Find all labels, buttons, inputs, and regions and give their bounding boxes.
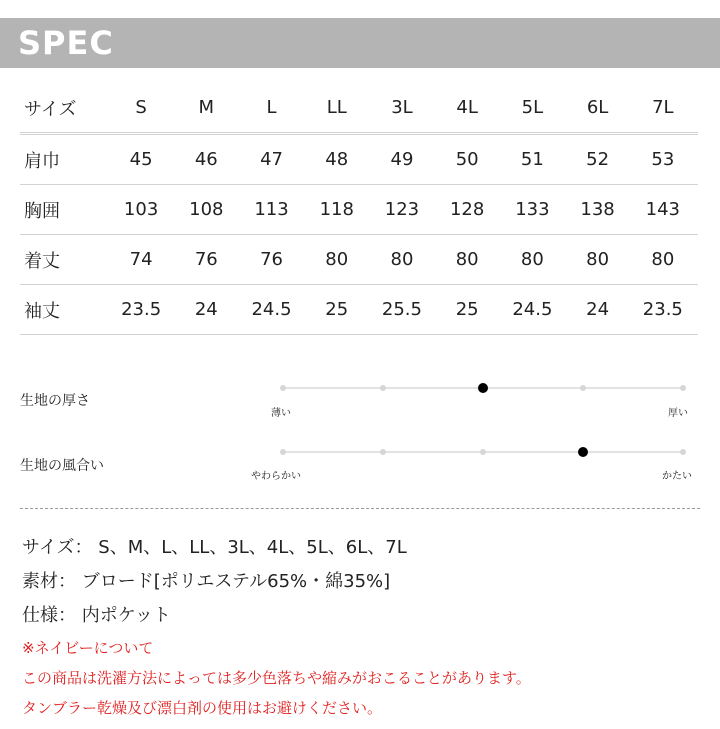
row-label: 肩巾 [20,134,106,185]
scale-step-dot [580,385,586,391]
scale-selected-dot [578,447,588,457]
table-cell: 108 [176,185,236,235]
size-header-cell: 6L [567,83,627,134]
size-header-cell: 5L [497,83,567,134]
table-cell: 52 [567,134,627,185]
size-header-cell: 4L [437,83,497,134]
table-cell: 80 [367,235,437,285]
table-cell: 53 [628,134,698,185]
table-cell: 80 [307,235,367,285]
table-cell: 80 [437,235,497,285]
table-cell: 46 [176,134,236,185]
table-cell: 76 [236,235,306,285]
scale-step-dot [680,449,686,455]
table-cell: 48 [307,134,367,185]
table-cell: 113 [236,185,306,235]
scale-step-dot [480,449,486,455]
thickness-max-label: 厚い [668,408,688,419]
size-header-cell: L [236,83,306,134]
table-cell: 24 [176,285,236,335]
table-cell: 138 [567,185,627,235]
thickness-scale-label: 生地の厚さ [20,393,90,409]
size-header-cell: 7L [628,83,698,134]
size-header-label: サイズ [20,83,106,134]
size-header-cell: S [106,83,176,134]
navy-note-text: この商品は洗濯方法によっては多少色落ちや縮みがおこることがあります。 [22,669,531,687]
table-row-sleeve [20,285,698,335]
table-cell: 118 [307,185,367,235]
texture-max-label: かたい [662,471,692,482]
table-cell: 80 [497,235,567,285]
table-cell: 45 [106,134,176,185]
scale-step-dot [280,385,286,391]
table-cell: 133 [497,185,567,235]
spec-info: 仕様： 内ポケット [22,605,171,626]
row-label: 袖丈 [20,285,106,335]
scale-selected-dot [478,383,488,393]
table-cell: 25.5 [367,285,437,335]
spec-banner [0,18,720,68]
table-cell: 51 [497,134,567,185]
table-cell: 74 [106,235,176,285]
size-header-cell: 3L [367,83,437,134]
size-header-cell: LL [307,83,367,134]
scale-step-dot [680,385,686,391]
table-cell: 24.5 [497,285,567,335]
table-cell: 49 [367,134,437,185]
table-cell: 128 [437,185,497,235]
texture-min-label: やわらかい [251,471,301,482]
table-cell: 47 [236,134,306,185]
size-table [20,83,698,335]
table-cell: 23.5 [106,285,176,335]
texture-scale-label: 生地の風合い [20,458,104,474]
table-row-shoulder [20,134,698,185]
table-cell: 123 [367,185,437,235]
navy-note-heading: ※ネイビーについて [22,639,154,657]
table-cell: 25 [437,285,497,335]
table-cell: 76 [176,235,236,285]
texture-scale-track [283,451,683,453]
table-cell: 143 [628,185,698,235]
thickness-min-label: 薄い [271,408,291,419]
size-header-row [20,83,698,134]
spec-title: SPEC [18,24,114,62]
size-header-cell: M [176,83,236,134]
table-row-length [20,235,698,285]
scale-step-dot [280,449,286,455]
table-cell: 50 [437,134,497,185]
scale-step-dot [380,385,386,391]
scale-step-dot [380,449,386,455]
section-divider [20,508,700,509]
table-cell: 103 [106,185,176,235]
table-cell: 25 [307,285,367,335]
table-cell: 23.5 [628,285,698,335]
care-note-text: タンブラー乾燥及び漂白剤の使用はお避けください。 [22,699,383,717]
sizes-info: サイズ： S、M、L、LL、3L、4L、5L、6L、7L [22,537,407,558]
table-cell: 80 [567,235,627,285]
table-cell: 24 [567,285,627,335]
row-label: 着丈 [20,235,106,285]
table-cell: 24.5 [236,285,306,335]
table-row-chest [20,185,698,235]
material-info: 素材： ブロード[ポリエステル65%・綿35%] [22,571,391,592]
thickness-scale-track [283,387,683,389]
row-label: 胸囲 [20,185,106,235]
table-cell: 80 [628,235,698,285]
